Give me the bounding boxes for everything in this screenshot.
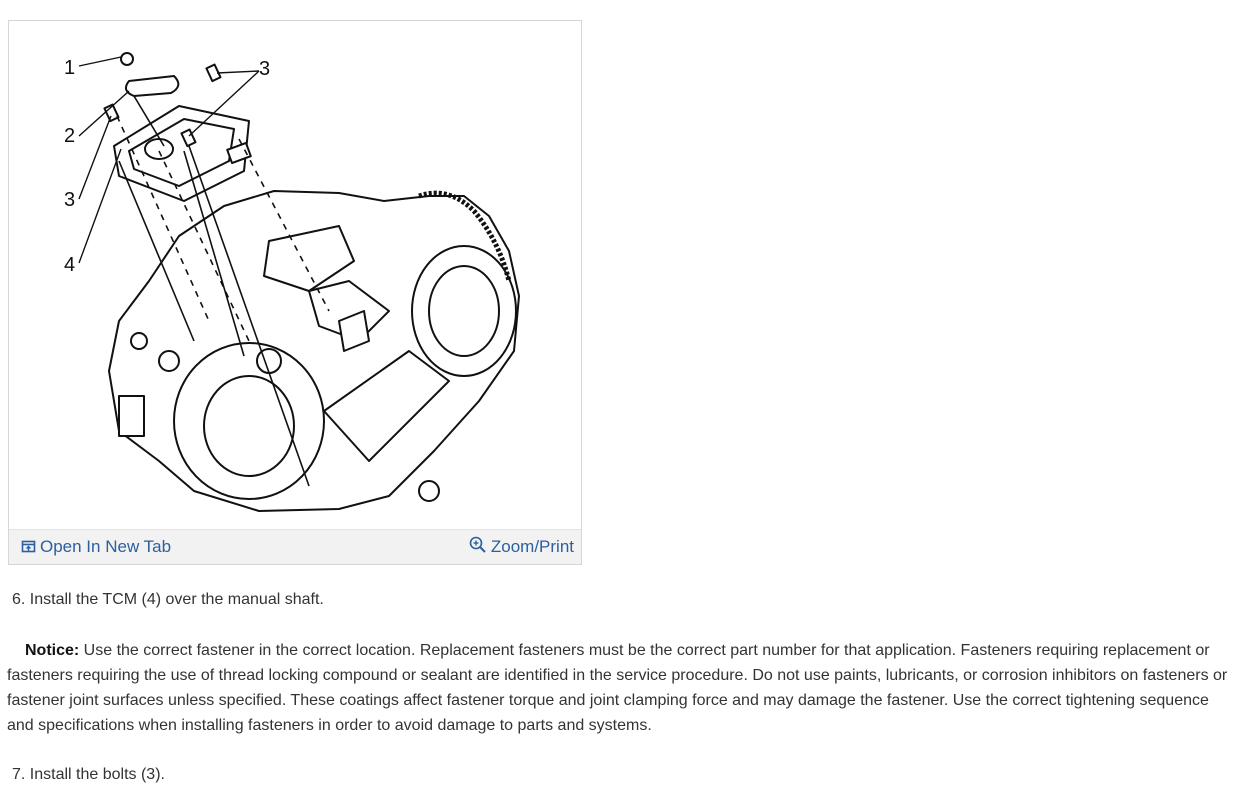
diagram-figure [8,20,582,565]
callout-2: 2 [64,125,76,147]
open-in-new-tab-link[interactable] [21,536,171,558]
open-in-new-tab-label: Open In New Tab [40,537,172,556]
notice-paragraph [7,638,1233,738]
nut [121,53,133,65]
callout-4: 4 [64,254,76,276]
figure-toolbar [9,529,581,564]
transmission-diagram [9,21,581,530]
callout-3-right: 3 [259,58,271,80]
step-7: 7. Install the bolts (3). [12,766,165,783]
callout-1: 1 [64,57,76,79]
zoom-in-icon [469,536,487,554]
open-new-tab-icon [21,539,36,554]
notice-text: Use the correct fastener in the correct location. Replacement fasteners must be the correct part number for that application. Fasteners requiring replacement or fasteners requiring the use of thread locking compound or sealant are identified in the service procedure. Do not use paints, lubricants, or corrosion inhibitors on fasteners or fastener joint surfaces unless specified. These coatings affect fastener torque and joint clamping force and may damage the fastener. Use the correct tightening sequence and specifications when installing fasteners in order to avoid damage to parts and systems. [7,642,1228,734]
callout-3-left: 3 [64,189,76,211]
zoom-print-link[interactable] [469,536,574,558]
zoom-print-label: Zoom/Print [490,537,574,556]
step-6: 6. Install the TCM (4) over the manual shaft. [12,591,324,608]
bracket [126,76,178,96]
notice-label: Notice: [25,642,80,659]
